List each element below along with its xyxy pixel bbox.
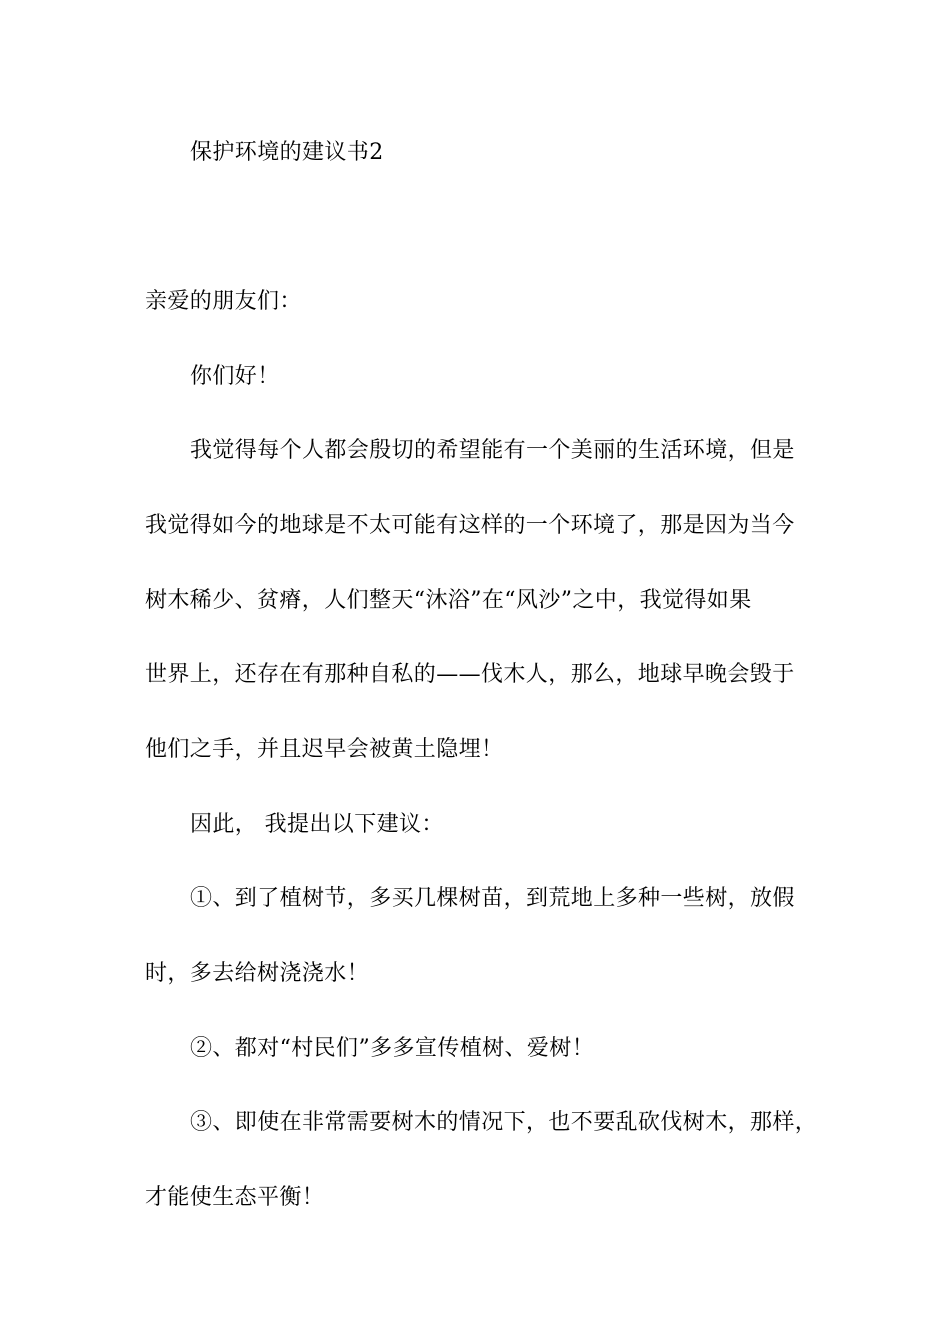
paragraph-line: 他们之手，并且迟早会被黄土隐埋！ bbox=[145, 737, 504, 762]
salutation: 亲爱的朋友们： bbox=[145, 289, 302, 314]
paragraph-line: 我觉得如今的地球是不太可能有这样的一个环境了，那是因为当今 bbox=[145, 513, 795, 538]
suggestion-line: 才能使生态平衡！ bbox=[145, 1185, 325, 1210]
suggestion-line: ③、即使在非常需要树木的情况下，也不要乱砍伐树木，那样， bbox=[190, 1110, 818, 1135]
paragraph-line: 我觉得每个人都会殷切的希望能有一个美丽的生活环境，但是 bbox=[190, 438, 795, 463]
suggestions-intro: 因此， 我提出以下建议： bbox=[190, 812, 444, 837]
suggestion-line: 时，多去给树浇浇水！ bbox=[145, 961, 370, 986]
paragraph-line: 世界上，还存在有那种自私的——伐木人，那么，地球早晚会毁于 bbox=[145, 662, 795, 687]
document-title: 保护环境的建议书2 bbox=[190, 140, 384, 165]
paragraph-line: 树木稀少、贫瘠，人们整天“沐浴”在“风沙”之中，我觉得如果 bbox=[145, 588, 752, 613]
suggestion-line: ②、都对“村民们”多多宣传植树、爱树！ bbox=[190, 1036, 595, 1061]
greeting: 你们好！ bbox=[190, 364, 280, 389]
suggestion-line: ①、到了植树节，多买几棵树苗，到荒地上多种一些树，放假 bbox=[190, 886, 795, 911]
